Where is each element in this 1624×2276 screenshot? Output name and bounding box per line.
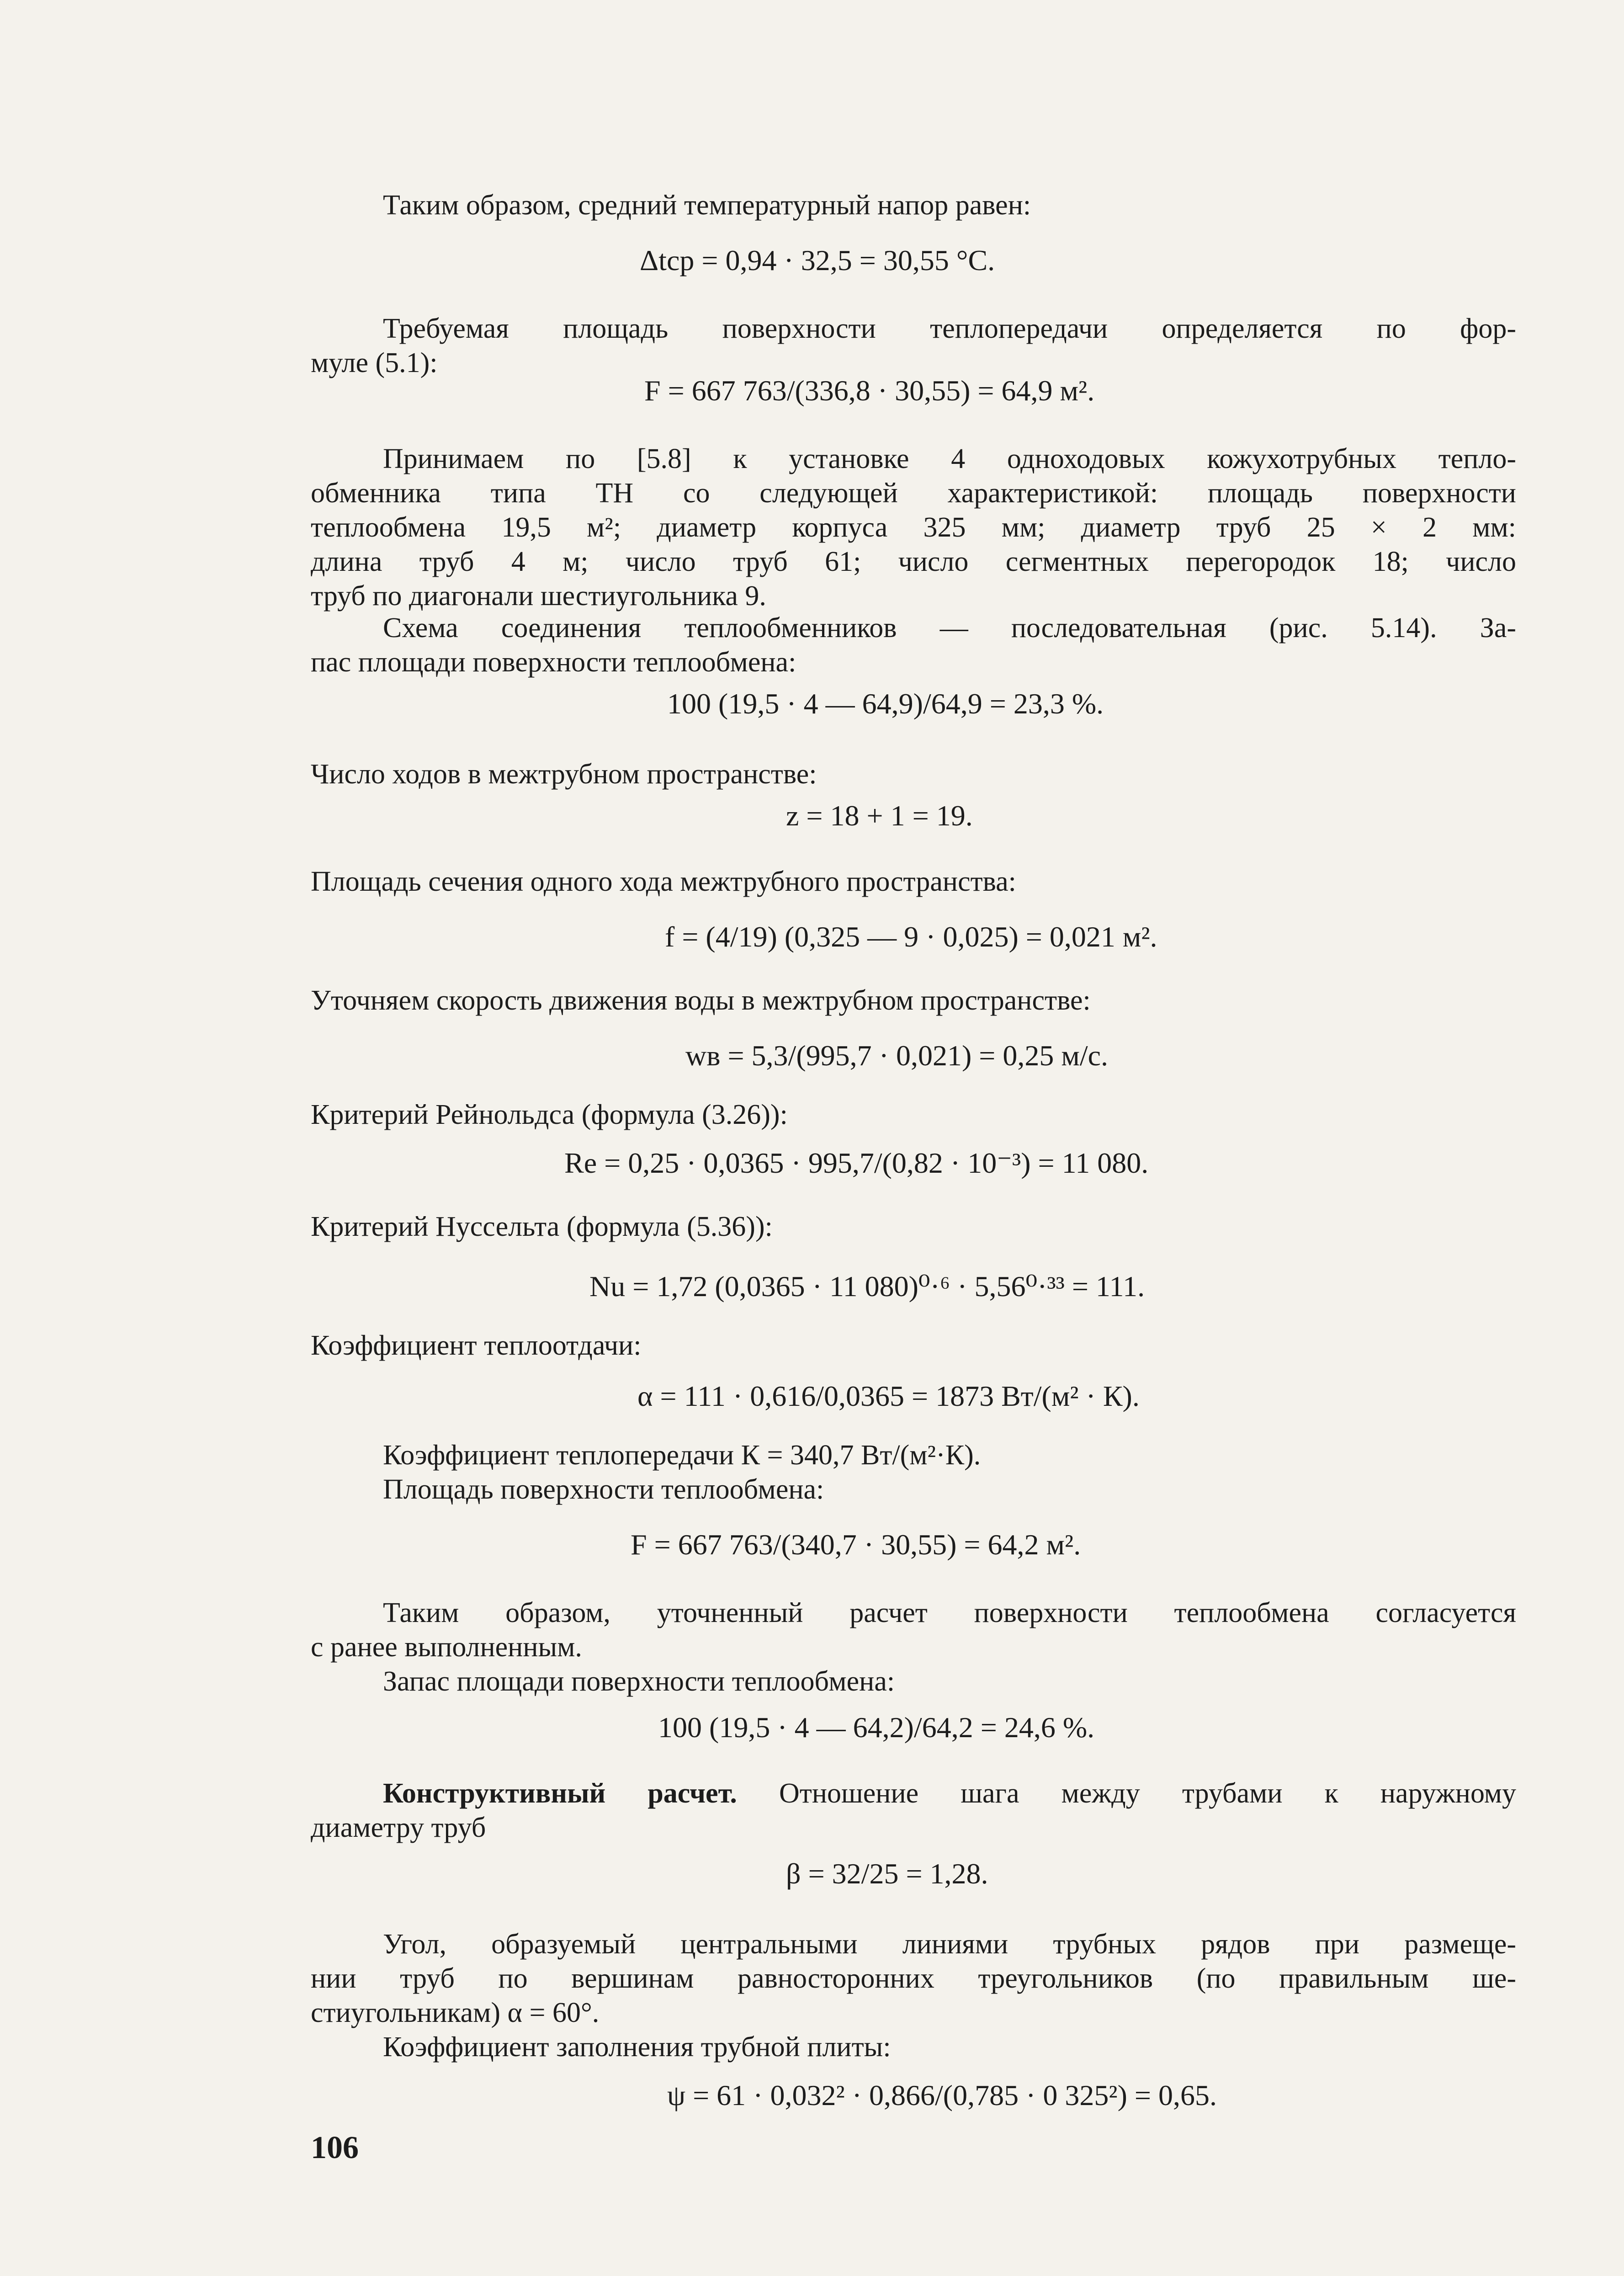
formula-area: F = 667 763/(336,8 · 30,55) = 64,9 м². — [644, 374, 1095, 407]
text-line: Таким образом, средний температурный напор равен: — [383, 190, 1031, 221]
text-line: Схема соединения теплообменников — последовательная (рис. 5.14). За- — [383, 612, 1516, 643]
text-line: Угол, образуемый центральными линиями трубных рядов при размеще- — [383, 1929, 1516, 1960]
section-heading: Конструктивный расчет. — [383, 1778, 737, 1809]
formula-nusselt: Nu = 1,72 (0,0365 · 11 080)⁰·⁶ · 5,56⁰·³³ = 111. — [589, 1270, 1145, 1303]
formula-reserve: 100 (19,5 · 4 — 64,9)/64,9 = 23,3 %. — [667, 687, 1104, 720]
text-line: Число ходов в межтрубном пространстве: — [311, 759, 817, 790]
formula-velocity: wв = 5,3/(995,7 · 0,021) = 0,25 м/с. — [685, 1039, 1109, 1072]
text-line: Таким образом, уточненный расчет поверхности теплообмена согласуется — [383, 1597, 1516, 1628]
formula-alpha: α = 111 · 0,616/0,0365 = 1873 Вт/(м² · К). — [637, 1380, 1140, 1412]
text-line: Уточняем скорость движения воды в межтрубном пространстве: — [311, 985, 1091, 1016]
text-line: Конструктивный расчет. Отношение шага между трубами к наружному — [383, 1778, 1516, 1809]
text-line: нии труб по вершинам равносторонних треугольников (по правильным ше- — [311, 1963, 1516, 1994]
text-line: Запас площади поверхности теплообмена: — [383, 1666, 895, 1697]
text-line: муле (5.1): — [311, 347, 438, 378]
text-line: длина труб 4 м; число труб 61; число сегментных перегородок 18; число — [311, 546, 1516, 577]
text-line: труб по диагонали шестиугольника 9. — [311, 580, 766, 612]
text-line: обменника типа ТН со следующей характеристикой: площадь поверхности — [311, 478, 1516, 509]
text-line: Требуемая площадь поверхности теплопередачи определяется по фор- — [383, 313, 1516, 344]
formula-reserve-refined: 100 (19,5 · 4 — 64,2)/64,2 = 24,6 %. — [658, 1711, 1095, 1744]
text-line: теплообмена 19,5 м²; диаметр корпуса 325 мм; диаметр труб 25 × 2 мм: — [311, 512, 1516, 543]
text-line: стиугольникам) α = 60°. — [311, 1997, 600, 2028]
text-line: Площадь поверхности теплообмена: — [383, 1474, 824, 1505]
formula-section: f = (4/19) (0,325 — 9 · 0,025) = 0,021 м². — [665, 920, 1157, 953]
text-line: Коэффициент заполнения трубной плиты: — [383, 2031, 891, 2063]
page-number: 106 — [311, 2130, 359, 2165]
text-line: Критерий Нуссельта (формула (5.36)): — [311, 1211, 773, 1242]
formula-passes: z = 18 + 1 = 19. — [786, 799, 973, 832]
text-line: Коэффициент теплоотдачи: — [311, 1330, 642, 1361]
formula-reynolds: Re = 0,25 · 0,0365 · 995,7/(0,82 · 10⁻³) = 11 080. — [564, 1147, 1149, 1179]
formula-beta: β = 32/25 = 1,28. — [786, 1857, 988, 1890]
text-line: диаметру труб — [311, 1812, 486, 1843]
text-line: Критерий Рейнольдса (формула (3.26)): — [311, 1099, 788, 1130]
formula-delta-t: Δtср = 0,94 · 32,5 = 30,55 °С. — [640, 244, 995, 277]
text-line: Коэффициент теплопередачи К = 340,7 Вт/(м²·К). — [383, 1440, 981, 1471]
text-line: Площадь сечения одного хода межтрубного пространства: — [311, 866, 1016, 897]
text-line: пас площади поверхности теплообмена: — [311, 647, 796, 678]
text-line: с ранее выполненным. — [311, 1632, 582, 1663]
text-line: Принимаем по [5.8] к установке 4 одноходовых кожухотрубных тепло- — [383, 443, 1516, 474]
formula-area-refined: F = 667 763/(340,7 · 30,55) = 64,2 м². — [631, 1528, 1081, 1561]
formula-psi: ψ = 61 · 0,032² · 0,866/(0,785 · 0 325²) = 0,65. — [667, 2079, 1217, 2111]
